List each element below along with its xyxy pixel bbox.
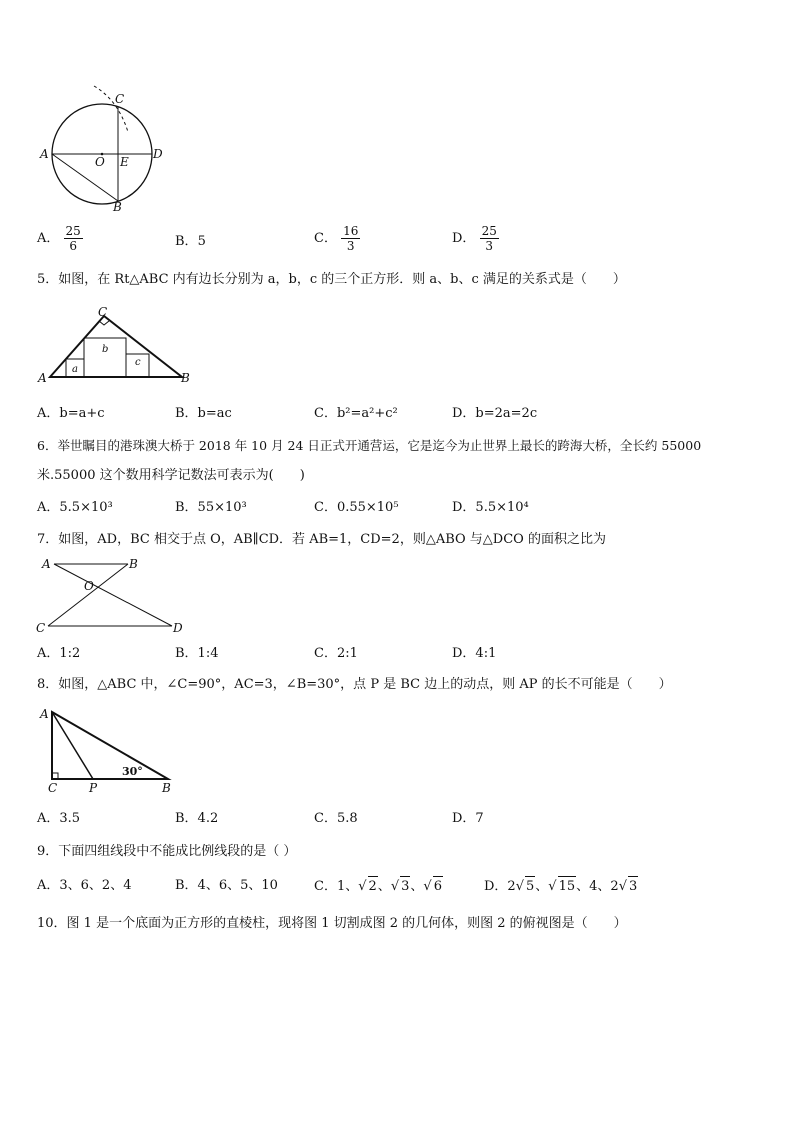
q7-option-b: B．1:4	[175, 646, 219, 661]
q5-option-a: A．b=a+c	[37, 406, 105, 421]
q9-option-c: C．1、√ 2、√ 3、√ 6	[314, 876, 443, 897]
q4-label-B: B	[113, 200, 122, 214]
q5-right-angle-mark	[99, 321, 109, 325]
q9-option-d-sep-2: 、4、2	[576, 879, 619, 894]
q4-option-d-fraction	[480, 224, 499, 253]
q5-stem: 5．如图，在 Rt△ABC 内有边长分别为 a，b，c 的三个正方形．则 a、b、c 满足的关系式是（ ）	[37, 272, 626, 287]
q4-option-a	[37, 224, 83, 253]
q4-option-c-letter: C．	[314, 231, 337, 246]
q5-triangle	[50, 316, 182, 377]
q4-label-E: E	[120, 155, 129, 169]
q4-option-a-letter: A．	[37, 231, 60, 246]
q4-option-d	[452, 224, 499, 253]
q5-option-c: C．b²=a²+c²	[314, 406, 398, 421]
q4-option-c	[314, 224, 360, 253]
q9-option-d-sep-1: 、	[535, 879, 549, 894]
q7-bowtie-figure	[34, 556, 194, 636]
q7-label-C: C	[36, 621, 46, 635]
q4-label-O: O	[95, 155, 105, 169]
q7-segment-BC	[48, 564, 128, 626]
q8-option-b: B．4.2	[175, 811, 219, 826]
q4-option-d-letter: D．	[452, 231, 476, 246]
q9-option-d-radicand-1: 5	[525, 876, 535, 897]
q4-option-a-num: 25	[65, 224, 81, 238]
q4-option-b	[175, 232, 206, 252]
q5-label-a: a	[72, 364, 78, 375]
q8-label-A: A	[40, 707, 49, 721]
q4-option-a-fraction	[64, 224, 83, 253]
q6-option-b: B．55×10³	[175, 500, 247, 515]
q4-option-a-den: 6	[69, 239, 77, 253]
q7-option-c: C．2:1	[314, 646, 358, 661]
q4-label-D: D	[153, 147, 163, 161]
q5-label-A: A	[38, 371, 47, 385]
q4-option-c-num: 16	[343, 224, 359, 238]
q4-label-C: C	[115, 92, 125, 106]
q5-label-B: B	[181, 371, 190, 385]
q7-stem: 7．如图，AD，BC 相交于点 O，AB∥CD．若 AB=1，CD=2，则△ABO 与△DCO 的面积之比为	[37, 532, 606, 547]
q10-stem: 10．图 1 是一个底面为正方形的直棱柱，现将图 1 切割成图 2 的几何体，则图 2 的俯视图是（ ）	[37, 916, 627, 931]
q9-option-d-radicand-3: 3	[628, 876, 638, 897]
q9-option-c-radicand-1: 2	[368, 876, 378, 897]
q4-option-b-text: 5	[197, 234, 206, 249]
q7-option-a: A．1:2	[37, 646, 81, 661]
q7-label-A: A	[42, 557, 51, 571]
q8-option-c: C．5.8	[314, 811, 358, 826]
q7-label-B: B	[129, 557, 138, 571]
q8-label-B: B	[162, 781, 171, 795]
q8-segment-AP	[52, 712, 93, 779]
q4-option-c-den: 3	[346, 239, 355, 253]
q9-option-c-radicand-2: 3	[400, 876, 410, 897]
q7-option-d: D．4:1	[452, 646, 497, 661]
q9-option-c-radicand-3: 6	[433, 876, 443, 897]
q5-option-b: B．b=ac	[175, 406, 232, 421]
q6-option-d: D．5.5×10⁴	[452, 500, 529, 515]
q7-label-O: O	[84, 579, 94, 593]
q6-stem-line1: 6．举世瞩目的港珠澳大桥于 2018 年 10 月 24 日正式开通营运，它是迄今为止世界上最长的跨海大桥，全长约 55000	[37, 438, 702, 453]
q9-option-a: A．3、6、2、4	[37, 878, 132, 893]
q5-triangle-figure	[36, 304, 196, 386]
q5-label-C: C	[98, 305, 108, 319]
q5-label-b: b	[102, 344, 109, 355]
q8-label-angle: 30°	[122, 765, 143, 778]
q9-option-d-radicand-2: 15	[558, 876, 577, 897]
q5-option-d: D．b=2a=2c	[452, 406, 538, 421]
q4-option-c-fraction	[341, 224, 360, 253]
q9-option-c-sep-1: 、	[377, 879, 391, 894]
q4-circle-figure	[36, 84, 176, 214]
q6-stem-line2: 米.55000 这个数用科学记数法可表示为( )	[37, 468, 305, 483]
q5-label-c: c	[135, 357, 141, 368]
q4-option-d-den: 3	[485, 239, 494, 253]
q8-stem: 8．如图，△ABC 中，∠C=90°，AC=3，∠B=30°，点 P 是 BC 边上的动点，则 AP 的长不可能是（ ）	[37, 677, 672, 692]
q4-chord-AB	[52, 154, 118, 201]
q7-segment-AD	[54, 564, 172, 626]
q9-option-c-prefix: C．1、	[314, 879, 359, 894]
q6-option-a: A．5.5×10³	[37, 500, 113, 515]
q4-option-b-letter: B．	[175, 234, 198, 249]
q8-label-C: C	[48, 781, 58, 795]
q4-label-A: A	[40, 147, 49, 161]
q6-option-c: C．0.55×10⁵	[314, 500, 399, 515]
q8-label-P: P	[89, 781, 98, 795]
q9-option-c-sep-2: 、	[410, 879, 424, 894]
q9-stem: 9．下面四组线段中不能成比例线段的是（ ）	[37, 844, 297, 859]
q9-option-d: D．2√ 5、√ 15、4、2√ 3	[484, 876, 638, 897]
q7-label-D: D	[173, 621, 183, 635]
q8-option-d: D．7	[452, 811, 484, 826]
q9-option-b: B．4、6、5、10	[175, 878, 278, 893]
q9-option-d-prefix: D．2	[484, 879, 516, 894]
q8-triangle	[52, 712, 168, 779]
q8-option-a: A．3.5	[37, 811, 81, 826]
q4-option-d-num: 25	[481, 224, 497, 238]
q8-triangle-figure	[38, 704, 178, 796]
